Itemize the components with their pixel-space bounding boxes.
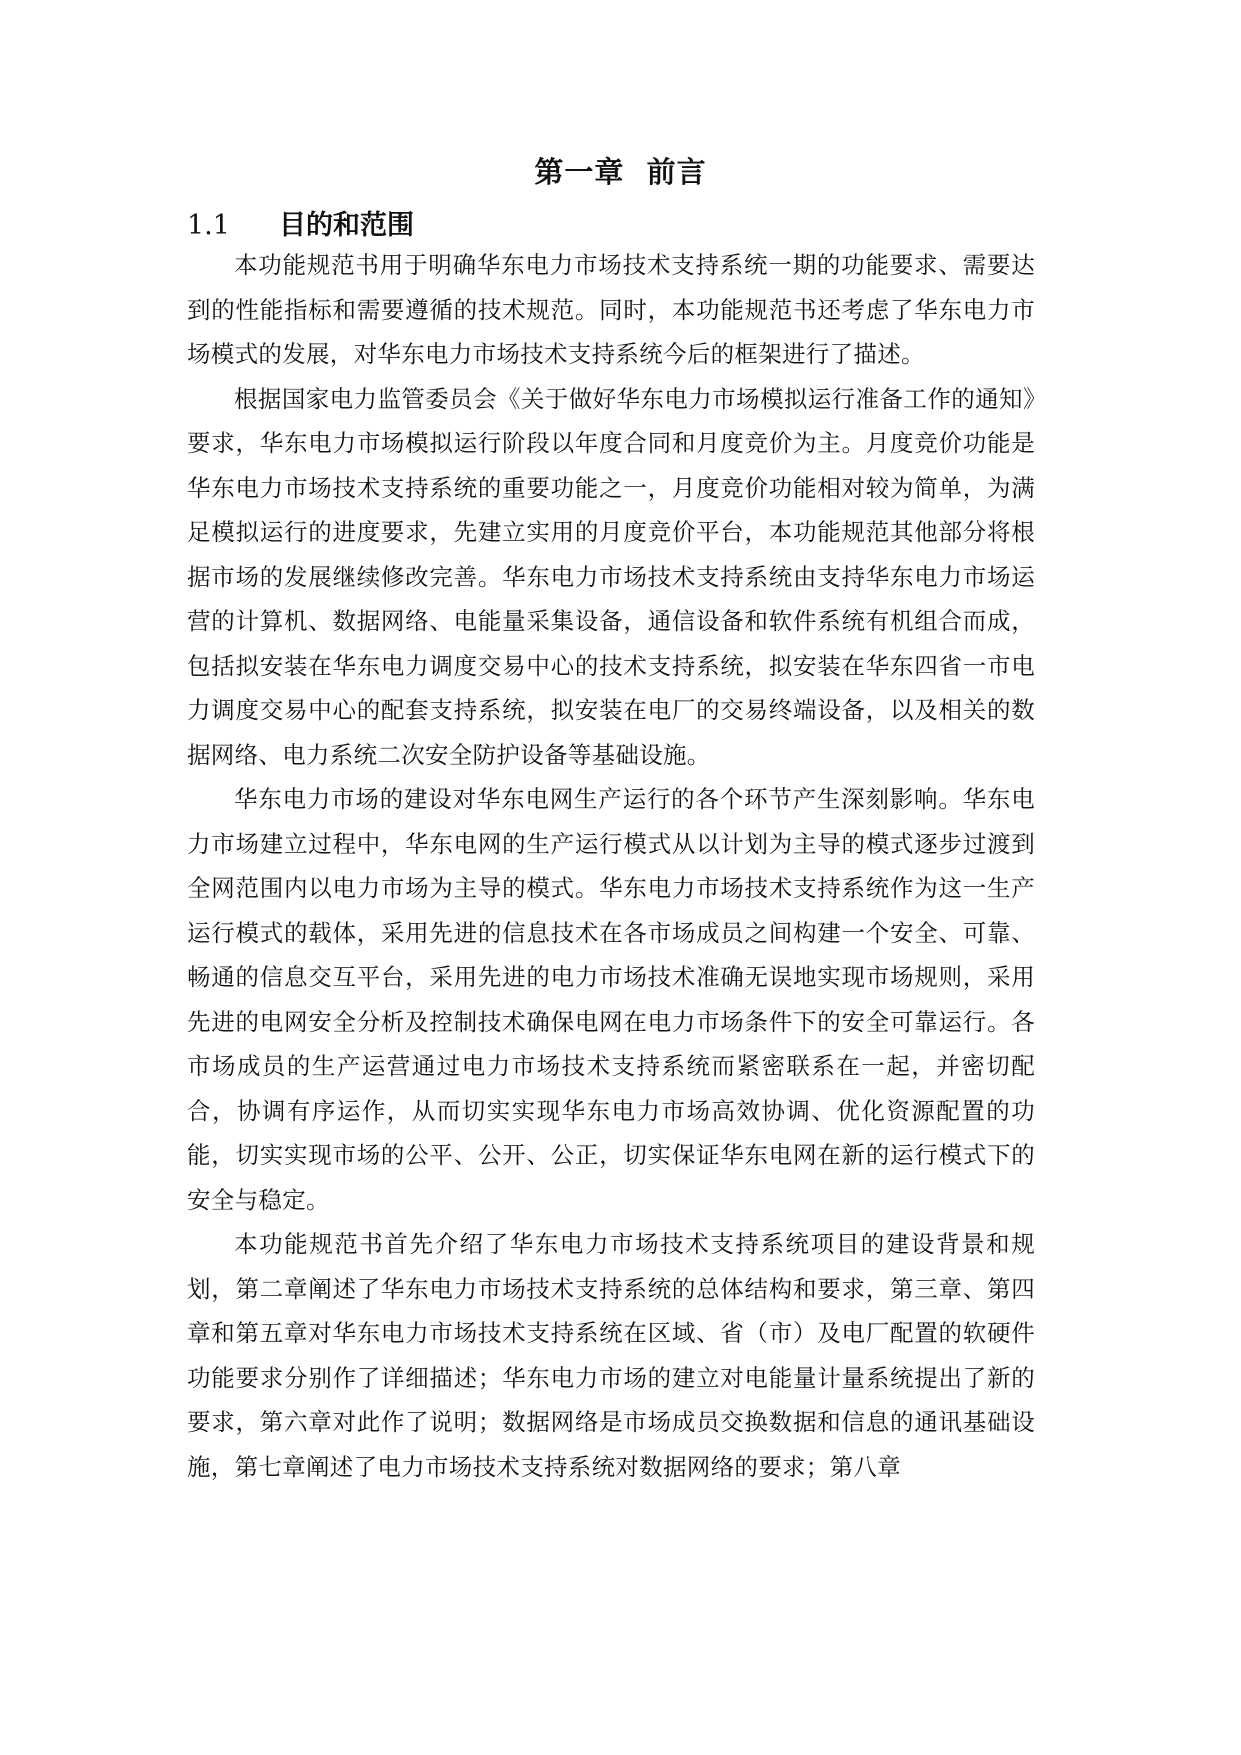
paragraph-significance: 华东电力市场的建设对华东电网生产运行的各个环节产生深刻影响。华东电力市场建立过程中，华东电网的生产运行模式从以计划为主导的模式逐步过渡到全网范围内以电力市场为主导的模式。华东电力市场技术支持系统作为这一生产运行模式的载体，采用先进的信息技术在各市场成员之间构建一个安全、可靠、畅通的信息交互平台，采用先进的电力市场技术准确无误地实现市场规则，采用先进的电网安全分析及控制技术确保电网在电力市场条件下的安全可靠运行。各市场成员的生产运营通过电力市场技术支持系统而紧密联系在一起，并密切配合，协调有序运作，从而切实实现华东电力市场高效协调、优化资源配置的功能，切实实现市场的公平、公开、公正，切实保证华东电网在新的运行模式下的安全与稳定。: [187, 785, 1035, 1214]
paragraph-structure: 本功能规范书首先介绍了华东电力市场技术支持系统项目的建设背景和规划，第二章阐述了华东电力市场技术支持系统的总体结构和要求，第三章、第四章和第五章对华东电力市场技术支持系统在区域、省（市）及电厂配置的软硬件功能要求分别作了详细描述；华东电力市场的建立对电能量计量系统提出了新的要求，第六章对此作了说明；数据网络是市场成员交换数据和信息的通讯基础设施，第七章阐述了电力市场技术支持系统对数据网络的要求；第八章: [187, 1230, 1035, 1481]
body-text: [187, 243, 1035, 1489]
paragraph-purpose: 本功能规范书用于明确华东电力市场技术支持系统一期的功能要求、需要达到的性能指标和需要遵循的技术规范。同时，本功能规范书还考虑了华东电力市场模式的发展，对华东电力市场技术支持系统今后的框架进行了描述。: [187, 251, 1035, 368]
section-title: 目的和范围: [279, 210, 414, 241]
chapter-title: 第一章 前言: [534, 155, 707, 189]
section-number: 1.1: [187, 210, 230, 241]
section-heading: [187, 203, 414, 242]
paragraph-background: 根据国家电力监管委员会《关于做好华东电力市场模拟运行准备工作的通知》要求，华东电力市场模拟运行阶段以年度合同和月度竞价为主。月度竞价功能是华东电力市场技术支持系统的重要功能之一，月度竞价功能相对较为简单，为满足模拟运行的进度要求，先建立实用的月度竞价平台，本功能规范其他部分将根据市场的发展继续修改完善。华东电力市场技术支持系统由支持华东电力市场运营的计算机、数据网络、电能量采集设备，通信设备和软件系统有机组合而成，包括拟安装在华东电力调度交易中心的技术支持系统，拟安装在华东四省一市电力调度交易中心的配套支持系统，拟安装在电厂的交易终端设备，以及相关的数据网络、电力系统二次安全防护设备等基础设施。: [187, 384, 1035, 769]
